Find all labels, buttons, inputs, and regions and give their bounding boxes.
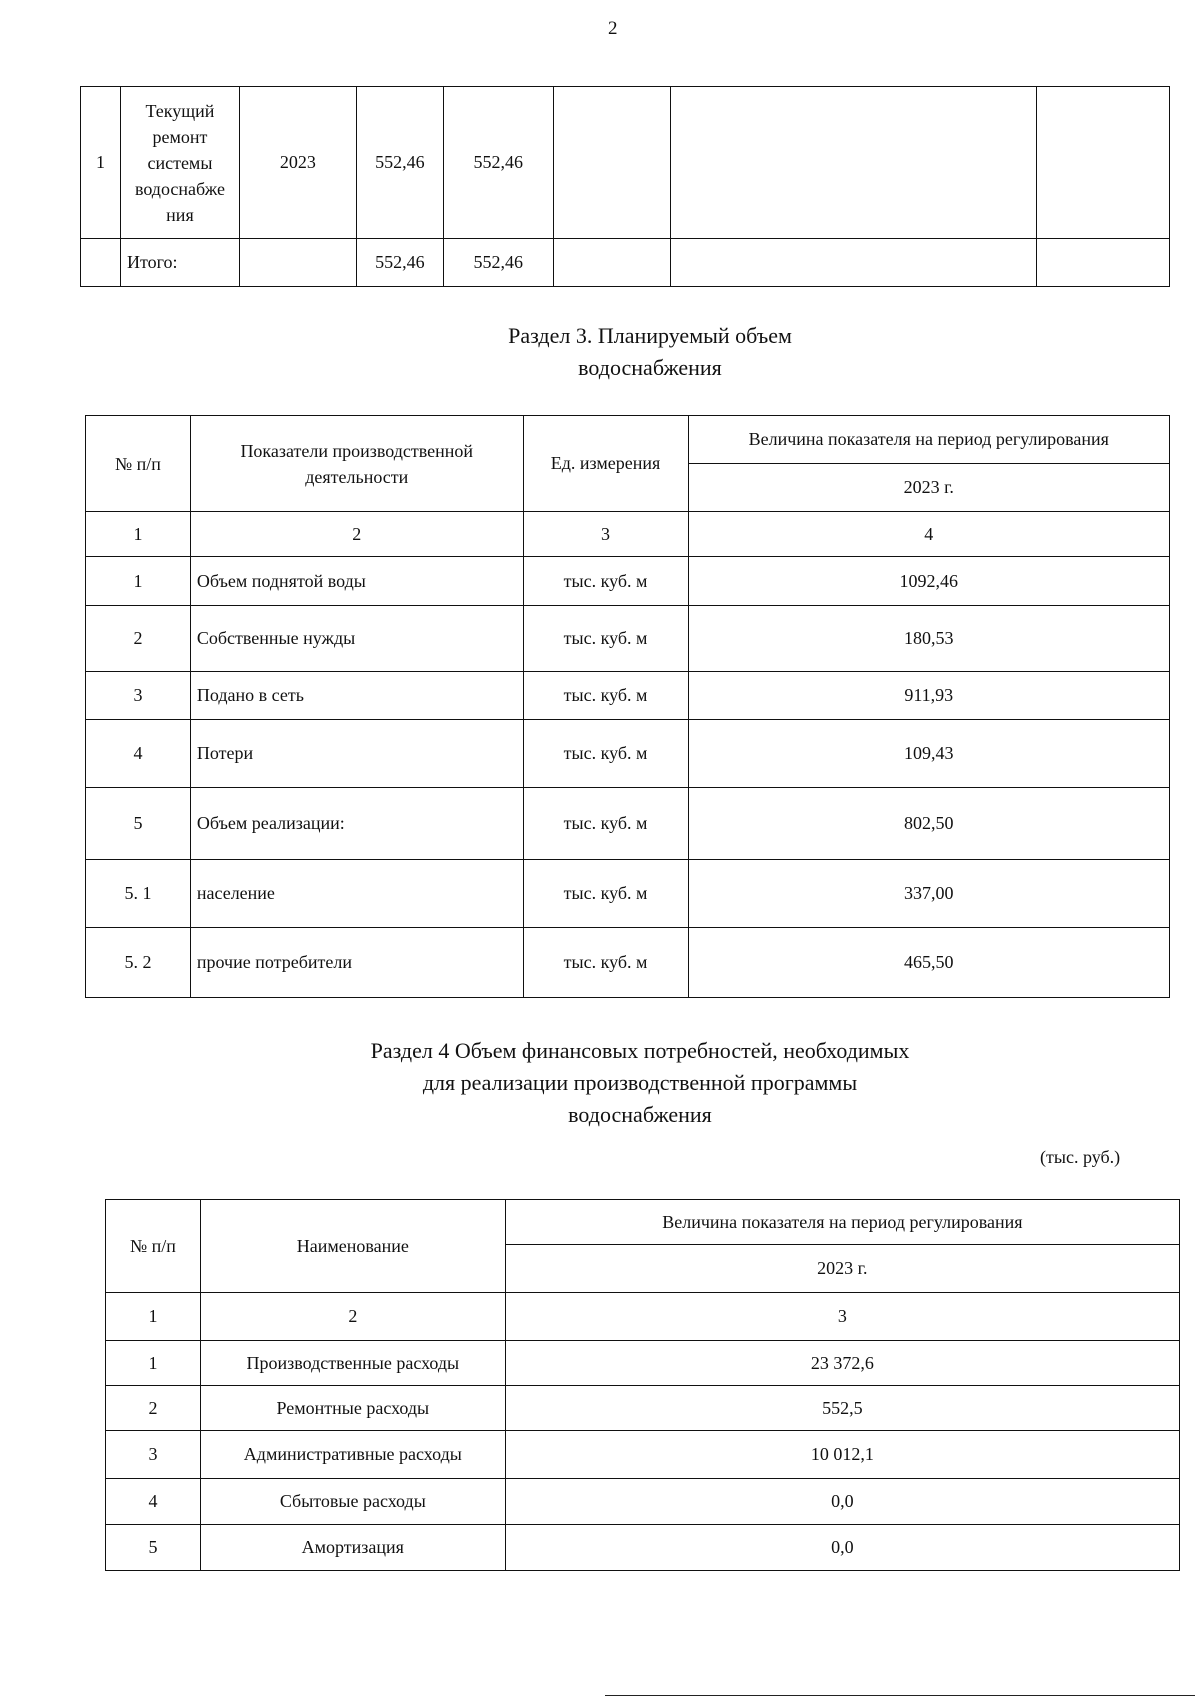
empty-cell: [553, 87, 670, 239]
value-cell: 337,00: [688, 860, 1170, 928]
expense-name: Производственные расходы: [200, 1341, 505, 1386]
header-num: № п/п: [86, 416, 191, 512]
value-cell: 180,53: [688, 606, 1170, 672]
water-volume-table: [85, 415, 1170, 998]
column-numbers-row: [106, 1293, 1180, 1341]
repair-plan-table: [80, 86, 1170, 287]
value-cell: 552,46: [356, 87, 443, 239]
row-number: 2: [86, 606, 191, 672]
section4-heading-line3: водоснабжения: [568, 1102, 712, 1127]
value-cell: 552,46: [443, 87, 553, 239]
column-number: 2: [190, 512, 523, 557]
unit-cell: тыс. куб. м: [523, 672, 688, 720]
row-number: 5: [86, 788, 191, 860]
table-row: [86, 928, 1170, 998]
unit-cell: тыс. куб. м: [523, 557, 688, 606]
header-row: [106, 1200, 1180, 1245]
table-row: [86, 672, 1170, 720]
value-cell: 10 012,1: [505, 1431, 1179, 1479]
column-number: 2: [200, 1293, 505, 1341]
row-number: 2: [106, 1386, 201, 1431]
expense-name: Ремонтные расходы: [200, 1386, 505, 1431]
unit-cell: тыс. куб. м: [523, 928, 688, 998]
financial-needs-table: [105, 1199, 1180, 1571]
row-number: 1: [106, 1341, 201, 1386]
section4-heading-line1: Раздел 4 Объем финансовых потребностей, необходимых: [370, 1038, 910, 1063]
table-row: [106, 1431, 1180, 1479]
unit-cell: тыс. куб. м: [523, 860, 688, 928]
header-value: Величина показателя на период регулирования: [505, 1200, 1179, 1245]
indicator-name: Объем поднятой воды: [190, 557, 523, 606]
total-row: [81, 239, 1170, 287]
unit-note: (тыс. руб.): [1040, 1147, 1121, 1167]
empty-cell: [1037, 87, 1170, 239]
value-cell: 0,0: [505, 1479, 1179, 1525]
section4-heading: [260, 1035, 1020, 1131]
value-cell: 1092,46: [688, 557, 1170, 606]
column-number: 4: [688, 512, 1170, 557]
section3-heading-line2: водоснабжения: [578, 355, 722, 380]
row-number: 1: [86, 557, 191, 606]
section3-heading: [300, 320, 1000, 384]
indicator-name: население: [190, 860, 523, 928]
row-number: 5. 1: [86, 860, 191, 928]
table-row: [81, 87, 1170, 239]
value-cell: 465,50: [688, 928, 1170, 998]
column-numbers-row: [86, 512, 1170, 557]
page-number: 2: [608, 18, 618, 39]
expense-name: Административные расходы: [200, 1431, 505, 1479]
work-name: Текущий ремонт системы водоснабже ния: [120, 87, 239, 239]
empty-cell: [239, 239, 356, 287]
empty-cell: [1037, 239, 1170, 287]
header-num: № п/п: [106, 1200, 201, 1293]
table-row: [86, 720, 1170, 788]
year-cell: 2023: [239, 87, 356, 239]
header-period: 2023 г.: [505, 1245, 1179, 1293]
section4-heading-line2: для реализации производственной программы: [422, 1070, 858, 1095]
column-number: 3: [523, 512, 688, 557]
unit-cell: тыс. куб. м: [523, 606, 688, 672]
empty-cell: [670, 87, 1037, 239]
column-number: 1: [106, 1293, 201, 1341]
indicator-name: Объем реализации:: [190, 788, 523, 860]
total-value: 552,46: [356, 239, 443, 287]
header-period: 2023 г.: [688, 464, 1170, 512]
header-name: Наименование: [200, 1200, 505, 1293]
table-row: [86, 788, 1170, 860]
table-row: [86, 860, 1170, 928]
indicator-name: прочие потребители: [190, 928, 523, 998]
header-value: Величина показателя на период регулирования: [688, 416, 1170, 464]
expense-name: Сбытовые расходы: [200, 1479, 505, 1525]
unit-cell: тыс. куб. м: [523, 720, 688, 788]
total-value: 552,46: [443, 239, 553, 287]
table-row: [86, 557, 1170, 606]
header-indicator: Показатели производственной деятельности: [190, 416, 523, 512]
value-cell: 552,5: [505, 1386, 1179, 1431]
value-cell: 109,43: [688, 720, 1170, 788]
header-row: [86, 416, 1170, 464]
unit-cell: тыс. куб. м: [523, 788, 688, 860]
value-cell: 911,93: [688, 672, 1170, 720]
value-cell: 802,50: [688, 788, 1170, 860]
table-row: [106, 1479, 1180, 1525]
indicator-name: Потери: [190, 720, 523, 788]
table-row: [86, 606, 1170, 672]
empty-cell: [670, 239, 1037, 287]
table-row: [106, 1525, 1180, 1571]
value-cell: 23 372,6: [505, 1341, 1179, 1386]
empty-cell: [81, 239, 121, 287]
row-number: 1: [81, 87, 121, 239]
expense-name: Амортизация: [200, 1525, 505, 1571]
table-row: [106, 1386, 1180, 1431]
row-number: 3: [106, 1431, 201, 1479]
row-number: 4: [106, 1479, 201, 1525]
column-number: 3: [505, 1293, 1179, 1341]
row-number: 5. 2: [86, 928, 191, 998]
row-number: 4: [86, 720, 191, 788]
section3-heading-line1: Раздел 3. Планируемый объем: [508, 323, 792, 348]
header-unit: Ед. измерения: [523, 416, 688, 512]
total-label: Итого:: [120, 239, 239, 287]
value-cell: 0,0: [505, 1525, 1179, 1571]
indicator-name: Подано в сеть: [190, 672, 523, 720]
empty-cell: [553, 239, 670, 287]
row-number: 5: [106, 1525, 201, 1571]
bottom-rule: [605, 1695, 1195, 1696]
indicator-name: Собственные нужды: [190, 606, 523, 672]
column-number: 1: [86, 512, 191, 557]
table-row: [106, 1341, 1180, 1386]
row-number: 3: [86, 672, 191, 720]
